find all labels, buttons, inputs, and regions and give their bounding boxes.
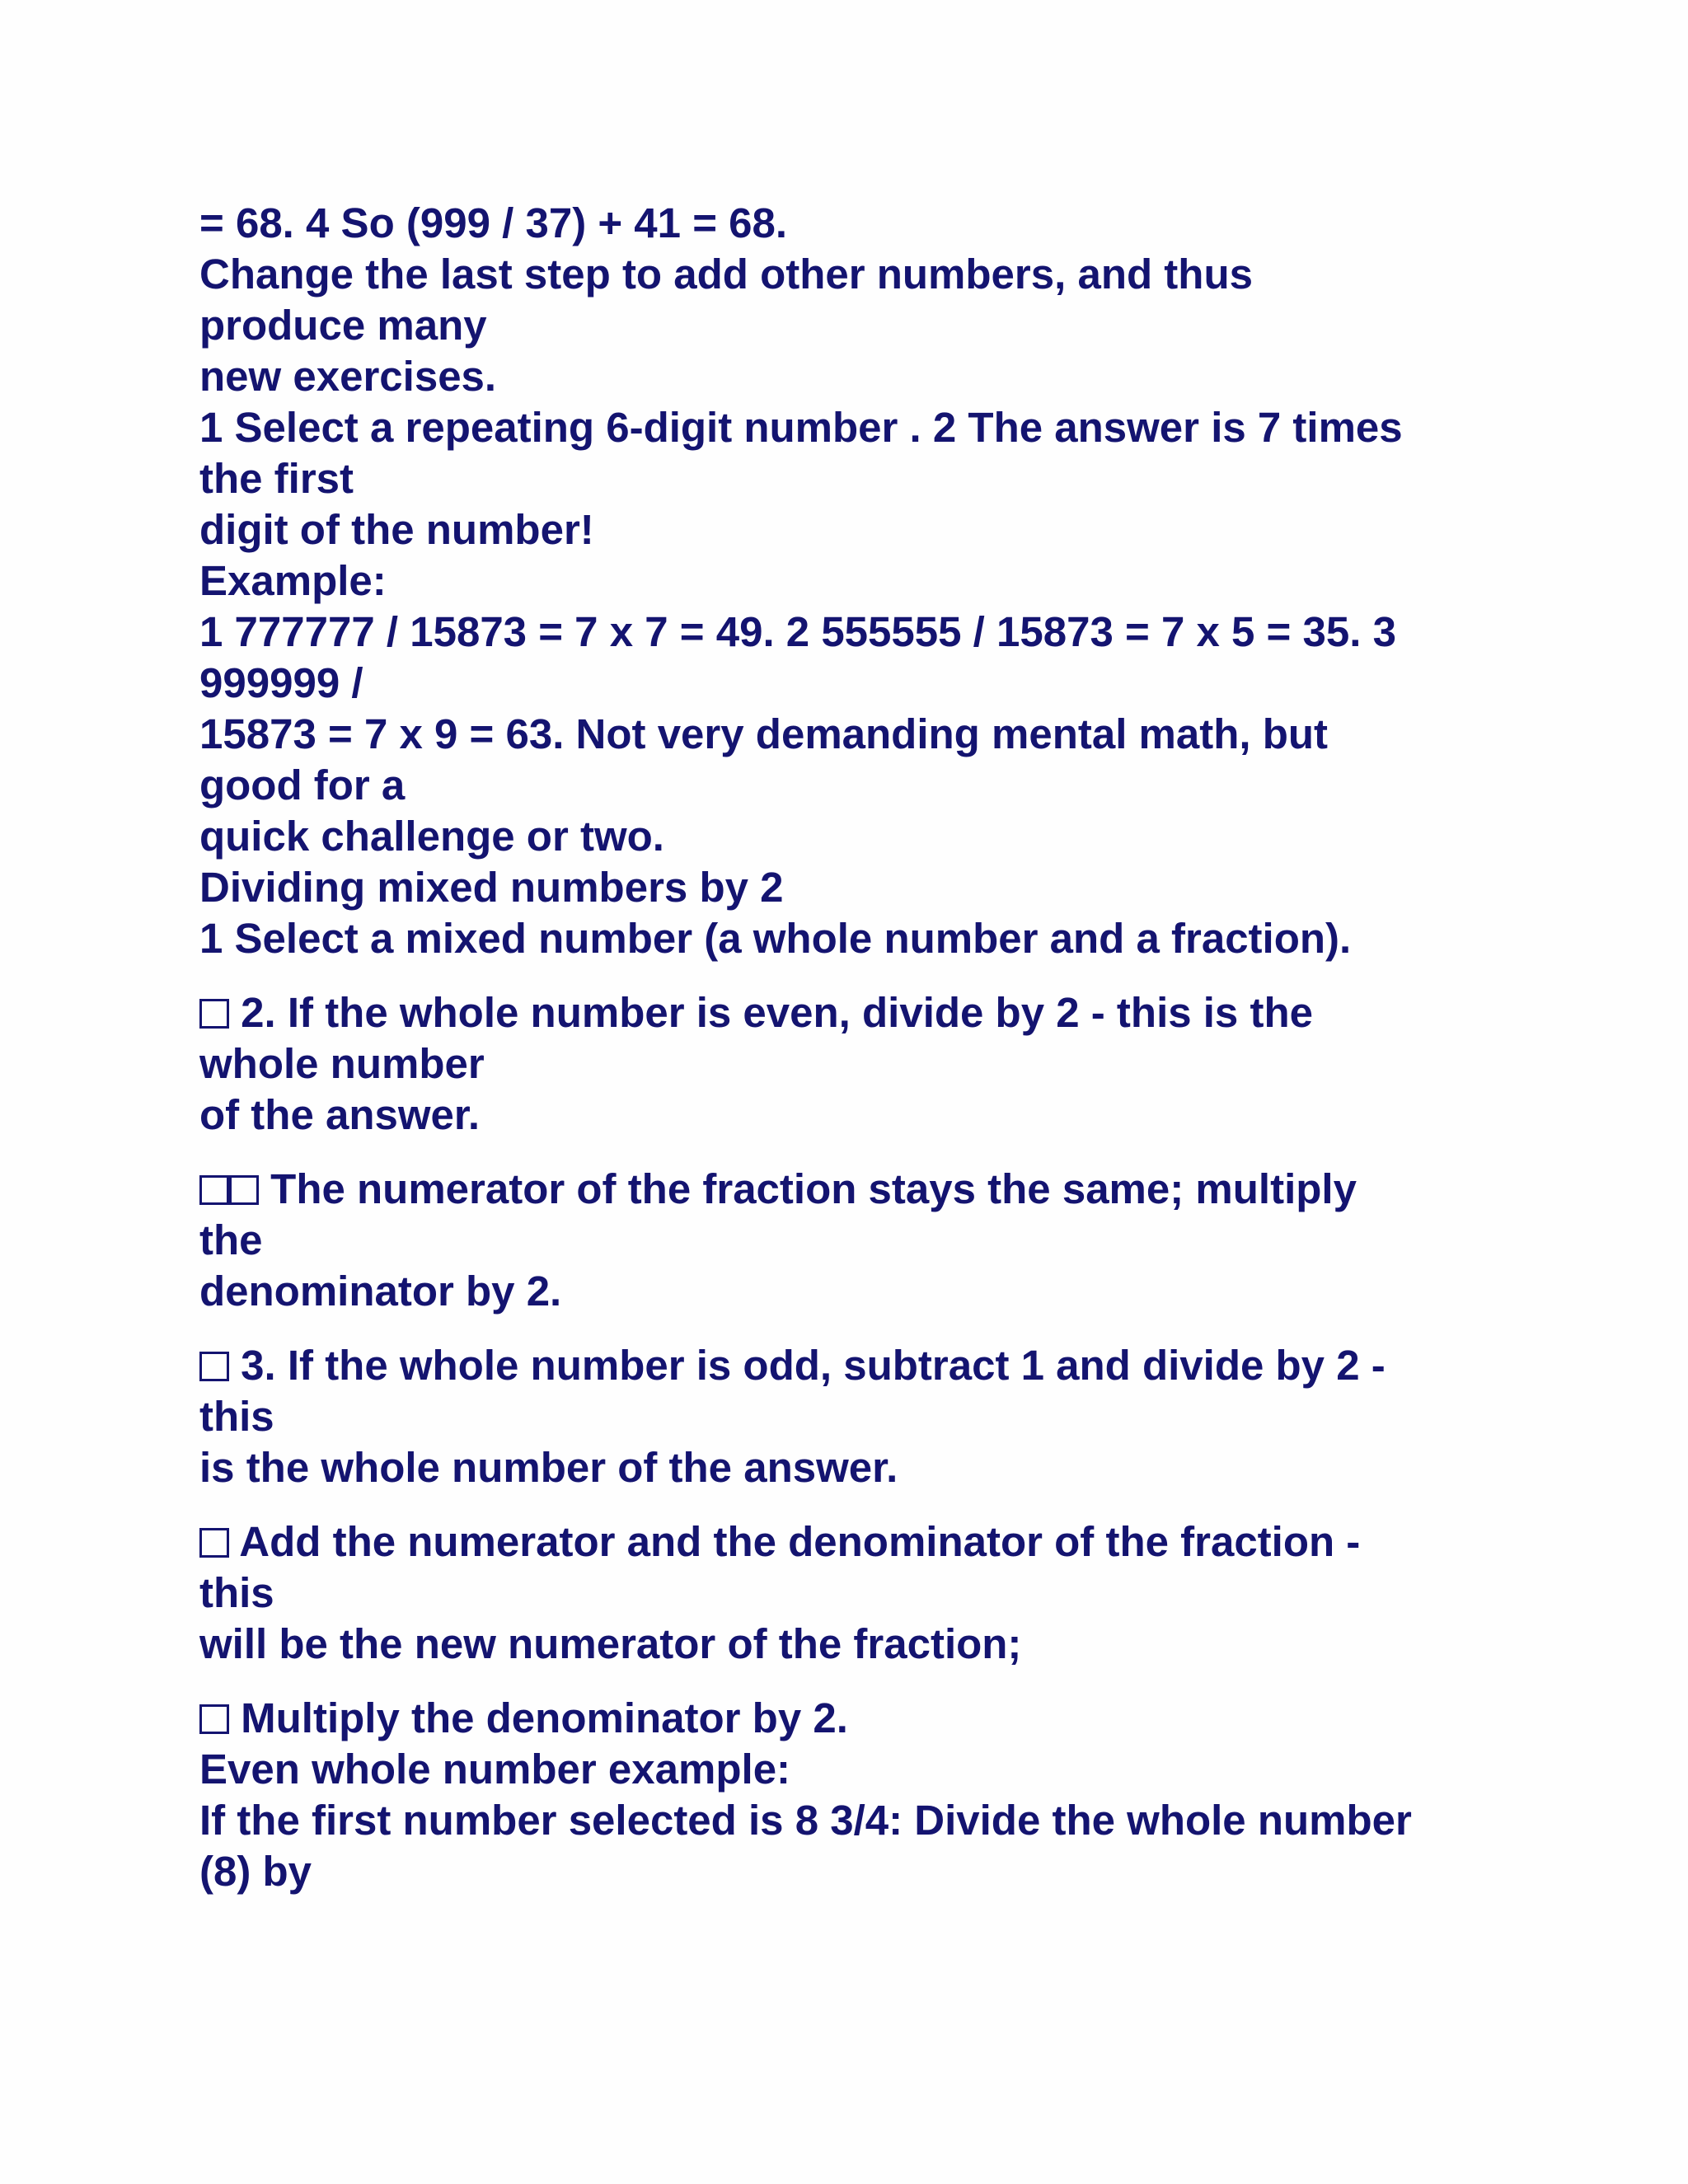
text-line: quick challenge or two.: [199, 813, 664, 860]
checkbox-glyph-icon: [199, 1528, 229, 1558]
bullet-line: [199, 1693, 1518, 1744]
text-line: = 68. 4 So (999 / 37) + 41 = 68.: [199, 199, 788, 246]
text-line: good for a: [199, 762, 406, 808]
text-line: denominator by 2.: [199, 1268, 562, 1315]
text-line: this: [199, 1569, 274, 1616]
checkbox-glyph-icon: [199, 1704, 229, 1734]
document-body: [199, 198, 1518, 1897]
text-line: Even whole number example:: [199, 1746, 791, 1793]
text-line: 1 Select a mixed number (a whole number and a fraction).: [199, 915, 1352, 962]
text-line: 1 777777 / 15873 = 7 x 7 = 49. 2 555555 / 15873 = 7 x 5 = 35. 3: [199, 608, 1396, 655]
text-line: (8) by: [199, 1848, 312, 1895]
bullet-line: [199, 987, 1518, 1038]
text-line: Change the last step to add other numbers, and thus: [199, 251, 1253, 298]
checkbox-glyph-icon: [199, 999, 229, 1029]
text-line: of the answer.: [199, 1091, 481, 1138]
text-line: produce many: [199, 302, 487, 349]
checkbox-glyph-icon: [199, 1175, 229, 1205]
bullet-line: [199, 1164, 1518, 1215]
text-line: the: [199, 1216, 263, 1263]
text-line: If the first number selected is 8 3/4: Divide the whole number: [199, 1797, 1412, 1844]
text-line: Multiply the denominator by 2.: [229, 1694, 848, 1741]
text-line: will be the new numerator of the fraction;: [199, 1620, 1022, 1667]
text-line: 3. If the whole number is odd, subtract 1 and divide by 2 -: [229, 1342, 1386, 1389]
text-line: Example:: [199, 557, 387, 604]
checkbox-glyph-icon: [229, 1175, 259, 1205]
checkbox-glyph-icon: [199, 1352, 229, 1381]
text-line: the first: [199, 455, 354, 502]
text-line: Dividing mixed numbers by 2: [199, 864, 784, 911]
text-line: new exercises.: [199, 353, 497, 400]
text-line: Add the numerator and the denominator of the fraction -: [229, 1518, 1361, 1565]
text-line: 15873 = 7 x 9 = 63. Not very demanding mental math, but: [199, 710, 1329, 757]
text-line: whole number: [199, 1040, 485, 1087]
text-line: digit of the number!: [199, 506, 594, 553]
text-line: 2. If the whole number is even, divide by 2 - this is the: [229, 989, 1313, 1036]
text-line: is the whole number of the answer.: [199, 1444, 898, 1491]
text-line: The numerator of the fraction stays the same; multiply: [259, 1165, 1357, 1212]
bullet-line: [199, 1516, 1518, 1568]
bullet-line: [199, 1340, 1518, 1391]
text-line: 1 Select a repeating 6-digit number . 2 The answer is 7 times: [199, 404, 1403, 451]
text-line: this: [199, 1393, 274, 1440]
text-line: 999999 /: [199, 659, 363, 706]
